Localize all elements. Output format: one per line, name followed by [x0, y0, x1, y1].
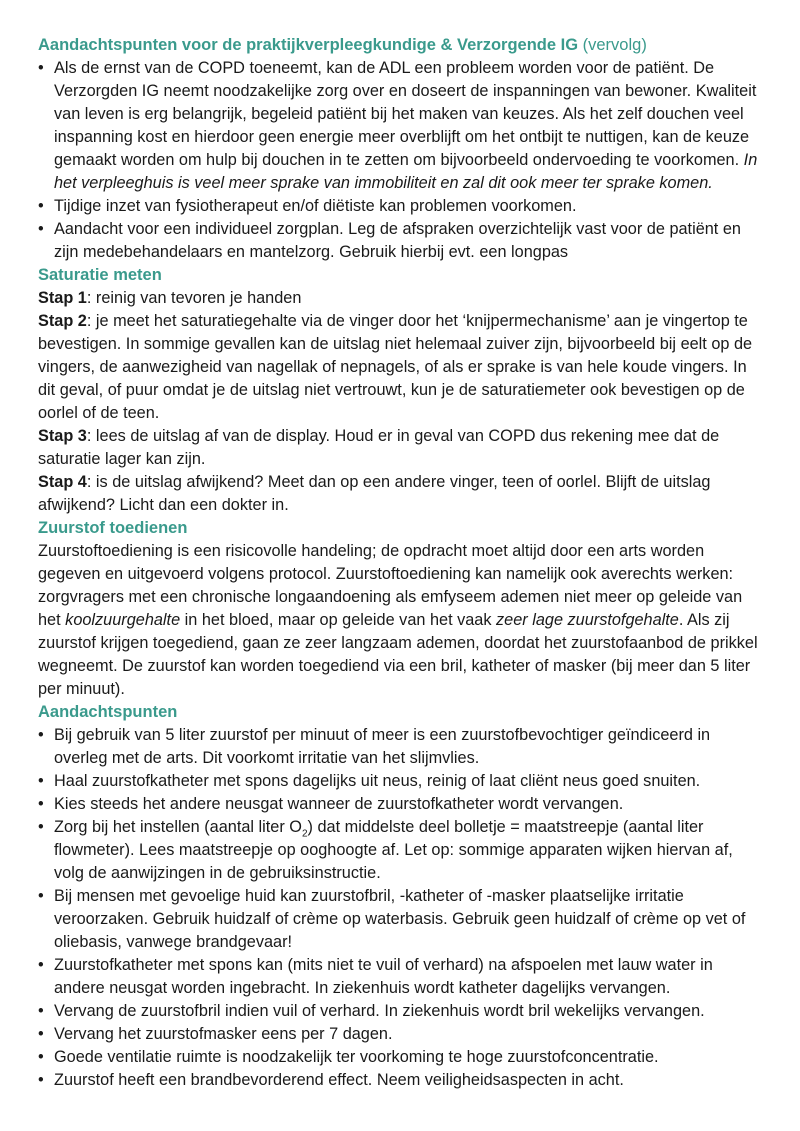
list-item	[38, 885, 762, 954]
para-text: . Als zij zuurstof krijgen toegediend, gaan ze zeer langzaam ademen, doordat het zuurstofaanbod de prikkel wegneemt. De zuurstof kan worden toegediend via een bril, katheter of masker (bij meer dan 5 liter per minuut).	[38, 611, 758, 698]
list-item	[38, 954, 762, 1000]
section-title-aandachtspunten-vervolg	[38, 34, 762, 57]
step-label: Stap 4	[38, 473, 87, 491]
bullet-icon: •	[38, 197, 44, 215]
list-item	[38, 793, 762, 816]
step-label: Stap 1	[38, 289, 87, 307]
item-text: Zuurstofkatheter met spons kan (mits niet te vuil of verhard) na afspoelen met lauw water in andere neusgat worden ingebracht. In ziekenhuis wordt katheter dagelijks vervangen.	[54, 956, 713, 997]
list-item	[38, 816, 762, 885]
step-text: : is de uitslag afwijkend? Meet dan op een andere vinger, teen of oorlel. Blijft de uitslag afwijkend? Licht dan een dokter in.	[38, 473, 711, 514]
bullet-list-1	[38, 57, 762, 264]
section-title-aandachtspunten: Aandachtspunten	[38, 703, 178, 721]
item-text: Tijdige inzet van fysiotherapeut en/of diëtiste kan problemen voorkomen.	[54, 197, 577, 215]
bullet-icon: •	[38, 818, 44, 836]
step-text: : lees de uitslag af van de display. Houd er in geval van COPD dus rekening mee dat de saturatie lager kan zijn.	[38, 427, 720, 468]
bullet-icon: •	[38, 1071, 44, 1089]
list-item	[38, 1023, 762, 1046]
item-text: Bij gebruik van 5 liter zuurstof per minuut of meer is een zuurstofbevochtiger geïndiceerd in overleg met de arts. Dit voorkomt irritatie van het slijmvlies.	[54, 726, 711, 767]
item-text: Vervang de zuurstofbril indien vuil of verhard. In ziekenhuis wordt bril wekelijks vervangen.	[54, 1002, 705, 1020]
title-main: Aandachtspunten voor de praktijkverpleegkundige & Verzorgende IG	[38, 36, 579, 54]
step-text: : reinig van tevoren je handen	[86, 289, 302, 307]
bullet-icon: •	[38, 59, 44, 77]
list-item	[38, 1000, 762, 1023]
list-item	[38, 195, 762, 218]
list-item	[38, 218, 762, 264]
list-item	[38, 57, 762, 195]
bullet-icon: •	[38, 887, 44, 905]
item-italic-text: In het verpleeghuis is veel meer sprake van immobiliteit en zal dit ook meer ter sprake komen.	[54, 151, 758, 192]
bullet-icon: •	[38, 795, 44, 813]
item-text: Zorg bij het instellen (aantal liter O	[54, 818, 302, 836]
subscript: 2	[301, 828, 308, 840]
list-item	[38, 1046, 762, 1069]
item-text: ) dat middelste deel bolletje = maatstreepje (aantal liter flowmeter). Lees maatstreepje op ooghoogte af. Let op: sommige apparaten wijken hiervan af, volg de aanwijzingen in de gebruiksinstructie.	[54, 818, 733, 882]
item-text: Zuurstof heeft een brandbevorderend effect. Neem veiligheidsaspecten in acht.	[54, 1071, 624, 1089]
bullet-icon: •	[38, 1048, 44, 1066]
list-item	[38, 770, 762, 793]
step-4	[38, 471, 762, 517]
bullet-icon: •	[38, 956, 44, 974]
title-suffix: (vervolg)	[582, 36, 647, 54]
item-text: Als de ernst van de COPD toeneemt, kan de ADL een probleem worden voor de patiënt. De Verzorgden IG neemt noodzakelijke zorg over en doseert de inspanningen van bewoner. Kwaliteit van leven is erg belangrijk, begeleid patiënt bij het maken van keuzes. Als het zelf douchen veel inspanning kost en hierdoor geen energie meer overblijft om het ontbijt te nuttigen, kan de keuze gemaakt worden om hulp bij douchen in te zetten om bijvoorbeeld ondervoeding te voorkomen.	[54, 59, 757, 169]
item-text: Goede ventilatie ruimte is noodzakelijk ter voorkoming te hoge zuurstofconcentratie.	[54, 1048, 659, 1066]
list-item	[38, 724, 762, 770]
step-label: Stap 2	[38, 312, 87, 330]
section-title-saturatie: Saturatie meten	[38, 266, 162, 284]
para-text: Zuurstoftoediening is een risicovolle handeling; de opdracht moet altijd door een arts worden gegeven en uitgevoerd volgens protocol. Zuurstoftoediening kan namelijk ook averechts werken: zorgvragers met een chronische longaandoening als emfyseem ademen niet meer op geleide van het	[38, 542, 743, 629]
bullet-icon: •	[38, 1002, 44, 1020]
step-2	[38, 310, 762, 425]
zuurstof-paragraph	[38, 540, 762, 701]
step-text: : je meet het saturatiegehalte via de vinger door het ‘knijpermechanisme’ aan je vingertop te bevestigen. In sommige gevallen kan de uitslag niet helemaal zuiver zijn, bijvoorbeeld bij eelt op de vingers, de aanwezigheid van nagellak of nepnagels, of als er sprake is van hele koude vingers. In dit geval, of puur omdat je de uitslag niet vertrouwt, kun je de saturatiemeter ook bevestigen op de oorlel of de teen.	[38, 312, 753, 422]
bullet-icon: •	[38, 220, 44, 238]
para-text: in het bloed, maar op geleide van het vaak	[180, 611, 497, 629]
item-text: Bij mensen met gevoelige huid kan zuurstofbril, -katheter of -masker plaatselijke irritatie veroorzaken. Gebruik huidzalf of crème op waterbasis. Gebruik geen huidzalf of crème op vet of oliebasis, vanwege brandgevaar!	[54, 887, 746, 951]
item-text: Vervang het zuurstofmasker eens per 7 dagen.	[54, 1025, 393, 1043]
item-text: Kies steeds het andere neusgat wanneer de zuurstofkatheter wordt vervangen.	[54, 795, 624, 813]
step-3	[38, 425, 762, 471]
item-text: Aandacht voor een individueel zorgplan. Leg de afspraken overzichtelijk vast voor de patiënt en zijn medebehandelaars en mantelzorg. Gebruik hierbij evt. een longpas	[54, 220, 741, 261]
item-text: Haal zuurstofkatheter met spons dagelijks uit neus, reinig of laat cliënt neus goed snuiten.	[54, 772, 701, 790]
bullet-icon: •	[38, 726, 44, 744]
bullet-list-2	[38, 724, 762, 1092]
step-1	[38, 287, 762, 310]
bullet-icon: •	[38, 1025, 44, 1043]
para-italic: koolzuurgehalte	[65, 611, 181, 629]
list-item	[38, 1069, 762, 1092]
bullet-icon: •	[38, 772, 44, 790]
step-label: Stap 3	[38, 427, 87, 445]
section-title-zuurstof: Zuurstof toedienen	[38, 519, 188, 537]
para-italic: zeer lage zuurstofgehalte	[496, 611, 679, 629]
